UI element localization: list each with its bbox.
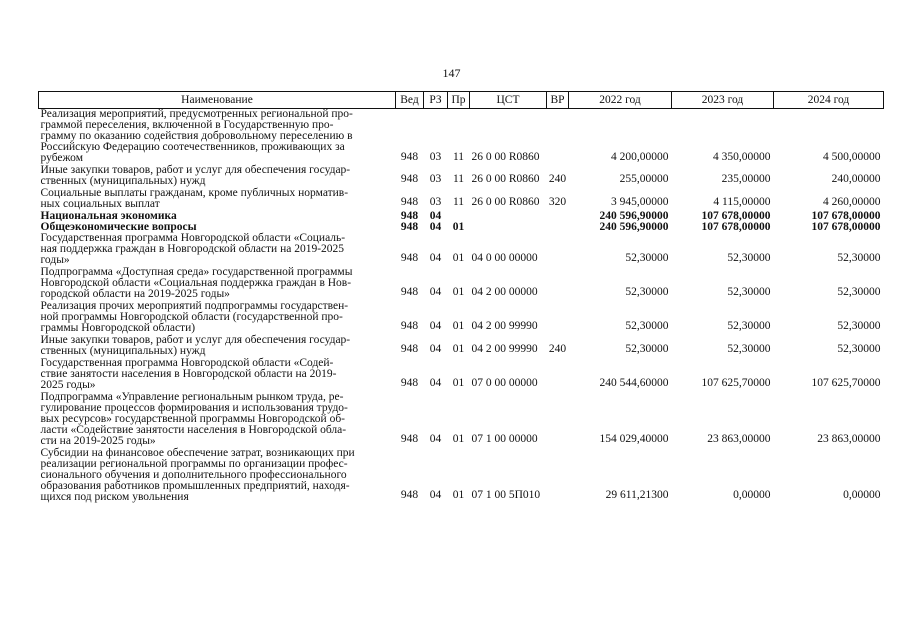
- row-name-line: ласти «Содействие занятости населения в Новгородской обла-: [40, 424, 347, 436]
- row-name-line: щихся под риском увольнения: [40, 491, 189, 503]
- row-2024: 52,30000: [837, 252, 881, 264]
- row-vr: 320: [548, 196, 567, 208]
- row-ved: 948: [400, 173, 419, 185]
- row-2024: 4 260,00000: [823, 196, 881, 208]
- row-vr: [547, 109, 569, 166]
- row-name-line: реализации региональной программы по организации профес-: [40, 458, 348, 470]
- table-row: [39, 267, 884, 301]
- row-ved: 948: [400, 221, 419, 233]
- row-name-line: Общеэкономические вопросы: [40, 221, 197, 233]
- row-2023: 23 863,00000: [707, 433, 771, 445]
- row-2023: 4 350,00000: [713, 151, 771, 163]
- row-rz: 04: [429, 377, 442, 389]
- row-cst: 26 0 00 R0860: [471, 173, 540, 185]
- row-rz: 04: [429, 433, 442, 445]
- row-2024: 23 863,00000: [817, 433, 881, 445]
- row-vr: [547, 267, 569, 301]
- row-2024: 107 678,00000: [811, 210, 881, 222]
- row-rz: 04: [429, 210, 442, 222]
- row-rz: 03: [429, 151, 442, 163]
- row-name: [39, 301, 396, 335]
- row-2024: 0,00000: [843, 489, 881, 501]
- row-cst: 04 2 00 99990: [471, 320, 538, 332]
- row-pr: 11: [452, 151, 465, 163]
- row-name-line: граммы Новгородской области): [40, 322, 196, 334]
- row-ved: 948: [400, 343, 419, 355]
- row-name-line: Подпрограмма «Управление региональным рынком труда, ре-: [40, 391, 344, 403]
- row-name-line: Субсидии на финансовое обеспечение затрат, возникающих при: [40, 447, 355, 459]
- row-name: [39, 358, 396, 392]
- row-name-line: ственных (муниципальных) нужд: [40, 345, 206, 357]
- row-name-line: Социальные выплаты гражданам, кроме публичных норматив-: [40, 187, 349, 199]
- row-name: [39, 165, 396, 188]
- header-2023: 2023 год: [672, 92, 774, 109]
- row-name: [39, 188, 396, 211]
- row-vr: [547, 448, 569, 504]
- header-name: Наименование: [39, 92, 396, 109]
- table-row: [39, 335, 884, 358]
- header-ved: Вед: [396, 92, 424, 109]
- row-pr: 01: [452, 377, 465, 389]
- row-2024: 107 678,00000: [811, 221, 881, 233]
- row-cst: 07 0 00 00000: [471, 377, 538, 389]
- row-2024: 4 500,00000: [823, 151, 881, 163]
- row-name: [39, 109, 396, 166]
- row-2023: 235,00000: [721, 173, 771, 185]
- row-vr: [547, 358, 569, 392]
- row-name-line: грамму по оказанию содействия добровольному переселению в: [40, 130, 353, 142]
- row-2023: 0,00000: [733, 489, 771, 501]
- row-name-line: сионального обучения и дополнительного профессионального: [40, 469, 347, 481]
- row-name-line: рубежом: [40, 152, 83, 164]
- row-pr: 11: [452, 196, 465, 208]
- row-name-line: Иные закупки товаров, работ и услуг для обеспечения государ-: [40, 334, 351, 346]
- page-number: 147: [442, 66, 461, 80]
- row-vr: [547, 211, 569, 222]
- row-cst: 26 0 00 R0860: [471, 196, 540, 208]
- table-row: [39, 109, 884, 166]
- row-pr: 01: [452, 433, 465, 445]
- table-row: [39, 188, 884, 211]
- row-name-line: городской области на 2019-2025 годы»: [40, 288, 230, 300]
- row-name-line: Государственная программа Новгородской области «Содей-: [40, 357, 334, 369]
- row-name-line: Российскую Федерацию соотечественников, проживающих за: [40, 141, 345, 153]
- row-rz: 04: [429, 489, 442, 501]
- row-cst: 04 2 00 99990: [471, 343, 538, 355]
- row-vr: 240: [548, 343, 567, 355]
- row-2022: 52,30000: [625, 286, 669, 298]
- row-2022: 240 596,90000: [599, 221, 669, 233]
- row-name: [39, 392, 396, 448]
- row-2024: 107 625,70000: [811, 377, 881, 389]
- row-2022: 240 544,60000: [599, 377, 669, 389]
- row-cst: [470, 211, 547, 222]
- row-2022: 4 200,00000: [611, 151, 669, 163]
- header-vr: ВР: [547, 92, 569, 109]
- row-2023: 52,30000: [727, 252, 771, 264]
- row-vr: [547, 233, 569, 267]
- row-name-line: ственных (муниципальных) нужд: [40, 175, 206, 187]
- row-ved: 948: [400, 196, 419, 208]
- row-2024: 52,30000: [837, 286, 881, 298]
- row-cst: 07 1 00 5П010: [471, 489, 541, 501]
- row-ved: 948: [400, 252, 419, 264]
- row-2024: 52,30000: [837, 343, 881, 355]
- row-ved: 948: [400, 433, 419, 445]
- row-name-line: Иные закупки товаров, работ и услуг для обеспечения государ-: [40, 164, 351, 176]
- row-name-line: сти на 2019-2025 годы»: [40, 435, 156, 447]
- row-cst: 04 0 00 00000: [471, 252, 538, 264]
- row-2022: 52,30000: [625, 343, 669, 355]
- row-name-line: ная поддержка граждан в Новгородской области на 2019-2025: [40, 243, 345, 255]
- row-rz: 04: [429, 221, 442, 233]
- header-2022: 2022 год: [569, 92, 672, 109]
- table-row: [39, 165, 884, 188]
- row-rz: 04: [429, 286, 442, 298]
- row-ved: 948: [400, 320, 419, 332]
- row-rz: 03: [429, 173, 442, 185]
- row-name-line: граммой переселения, включенной в Государственную про-: [40, 119, 334, 131]
- row-2022: 240 596,90000: [599, 210, 669, 222]
- header-2024: 2024 год: [774, 92, 884, 109]
- row-rz: 03: [429, 196, 442, 208]
- row-name-line: Подпрограмма «Доступная среда» государственной программы: [40, 266, 353, 278]
- header-pr: Пр: [448, 92, 470, 109]
- row-name-line: Государственная программа Новгородской области «Социаль-: [40, 232, 346, 244]
- row-name-line: Реализация мероприятий, предусмотренных региональной про-: [40, 108, 353, 120]
- header-cst: ЦСТ: [470, 92, 547, 109]
- row-vr: [547, 301, 569, 335]
- row-name: [39, 448, 396, 504]
- budget-table: [38, 91, 884, 504]
- row-2023: 52,30000: [727, 320, 771, 332]
- row-pr: 01: [452, 343, 465, 355]
- row-name: [39, 335, 396, 358]
- table-body: [39, 109, 884, 505]
- row-ved: 948: [400, 151, 419, 163]
- row-name-line: ной программы Новгородской области (государственной про-: [40, 311, 343, 323]
- table-row: [39, 448, 884, 504]
- row-cst: 04 2 00 00000: [471, 286, 538, 298]
- row-2023: 107 625,70000: [701, 377, 771, 389]
- header-rz: РЗ: [424, 92, 448, 109]
- row-cst: 26 0 00 R0860: [471, 151, 540, 163]
- row-name-line: годы»: [40, 254, 70, 266]
- row-2022: 52,30000: [625, 320, 669, 332]
- table-row: [39, 392, 884, 448]
- row-2023: 107 678,00000: [701, 210, 771, 222]
- table-row: [39, 301, 884, 335]
- row-pr: 01: [452, 252, 465, 264]
- row-2024: 240,00000: [831, 173, 881, 185]
- row-cst: [470, 222, 547, 233]
- row-rz: 04: [429, 320, 442, 332]
- row-ved: 948: [400, 210, 419, 222]
- row-name-line: гулирование процессов формирования и использования трудо-: [40, 402, 348, 414]
- table-row: [39, 358, 884, 392]
- row-cst: 07 1 00 00000: [471, 433, 538, 445]
- row-pr: 01: [452, 489, 465, 501]
- row-rz: 04: [429, 343, 442, 355]
- row-vr: 240: [548, 173, 567, 185]
- row-2022: 255,00000: [619, 173, 669, 185]
- row-ved: 948: [400, 286, 419, 298]
- row-name-line: Реализация прочих мероприятий подпрограммы государствен-: [40, 300, 349, 312]
- row-2022: 29 611,21300: [605, 489, 669, 501]
- row-2023: 52,30000: [727, 286, 771, 298]
- row-pr: 01: [452, 221, 465, 233]
- row-name-line: 2025 годы»: [40, 379, 96, 391]
- row-2022: 3 945,00000: [611, 196, 669, 208]
- row-pr: 01: [452, 320, 465, 332]
- table-row: [39, 233, 884, 267]
- row-vr: [547, 392, 569, 448]
- row-pr: 01: [452, 286, 465, 298]
- table-header-row: [39, 92, 884, 109]
- row-2023: 52,30000: [727, 343, 771, 355]
- row-name: [39, 233, 396, 267]
- row-2023: 107 678,00000: [701, 221, 771, 233]
- row-pr: 11: [452, 173, 465, 185]
- row-name: [39, 267, 396, 301]
- row-name-line: Новгородской области «Социальная поддержка граждан в Нов-: [40, 277, 352, 289]
- row-rz: 04: [429, 252, 442, 264]
- row-2022: 154 029,40000: [599, 433, 669, 445]
- row-name-line: ствие занятости населения в Новгородской области на 2019-: [40, 368, 337, 380]
- row-2024: 52,30000: [837, 320, 881, 332]
- row-2023: 4 115,00000: [713, 196, 771, 208]
- row-name-line: образования работников промышленных предприятий, находя-: [40, 480, 350, 492]
- row-vr: [547, 222, 569, 233]
- row-ved: 948: [400, 377, 419, 389]
- row-2022: 52,30000: [625, 252, 669, 264]
- row-name-line: ных социальных выплат: [40, 198, 160, 210]
- row-ved: 948: [400, 489, 419, 501]
- row-name-line: вых ресурсов» государственной программы Новгородской об-: [40, 413, 346, 425]
- row-name-line: Национальная экономика: [40, 210, 177, 222]
